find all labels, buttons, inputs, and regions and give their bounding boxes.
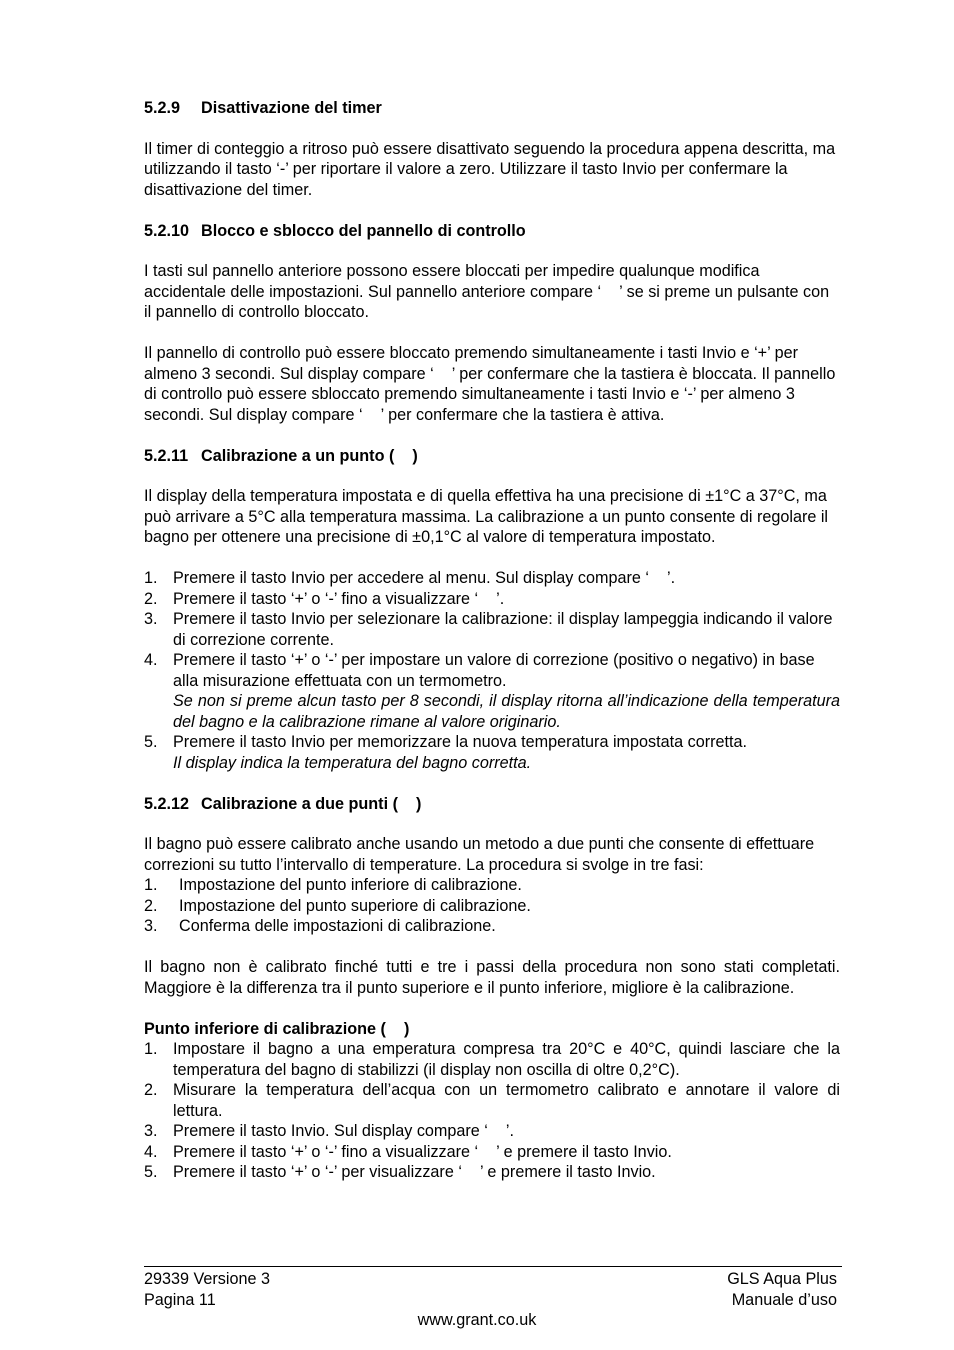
section-5-2-12-paragraph-1: Il bagno può essere calibrato anche usando un metodo a due punti che consente di effettuare correzioni su tutto l’intervallo di temperature. La procedura si svolge in tre fasi: [144,835,815,874]
section-number: 5.2.12 [144,794,190,813]
list-item-text: Conferma delle impostazioni di calibrazione. [179,917,496,935]
list-item-text-end: ’. [505,1122,514,1140]
section-title: Disattivazione del timer [201,99,382,117]
list-item [144,650,840,732]
list-item-number: 2. [144,1081,158,1099]
section-title: Calibrazione a due punti ( [201,794,398,813]
text-run: ’ se si preme un pulsante con il pannello di controllo bloccato. [144,282,830,321]
page-number: Pagina 11 [144,1290,216,1309]
section-5-2-10-heading [144,221,840,242]
list-item [144,916,840,937]
text-run: ’ per confermare che la tastiera è bloccata. Il pannello di controllo può essere sbloccato premendo simultaneamente i tasti Invio e ‘-’ per almeno 3 secondi. Sul display compare ‘ [144,364,836,424]
list-item-number: 2. [144,589,158,608]
text-run: I tasti sul pannello anteriore possono essere bloccati per impedire qualunque modifica accidentale delle impostazioni. Sul pannello anteriore compare ‘ [144,262,760,301]
list-item-number: 4. [144,1142,158,1161]
list-item-text-end: ’. [666,569,676,587]
section-5-2-12-heading [144,794,840,815]
list-item [144,1162,840,1183]
section-number: 5.2.10 [144,221,190,240]
section-5-2-9-heading [144,98,840,119]
list-item-number: 2. [144,896,158,915]
section-number: 5.2.11 [144,446,189,465]
manual-name: Manuale d’uso [731,1290,837,1309]
one-point-calibration-steps [144,568,840,773]
list-item [144,589,840,610]
list-item-text: Impostare il bagno a una emperatura compresa tra 20°C e 40°C, quindi lasciare che la temperatura del bagno di stabilizzi (il display non oscilla di oltre 0,2°C). [173,1040,840,1079]
list-item-number: 5. [144,1163,158,1181]
footer-divider [144,1266,842,1267]
document-code: 29339 Versione 3 [144,1270,271,1288]
low-point-steps [144,1039,840,1183]
list-item-number: 3. [144,1122,158,1140]
section-5-2-10-paragraph-1 [144,261,840,323]
footer-right [727,1269,837,1310]
section-5-2-11-paragraph: Il display della temperatura impostata e di quella effettiva ha una precisione di ±1°C a 37°C, ma può arrivare a 5°C alla temperatura massima. La calibrazione a un punto consente di regolare il bagno per ottenere una precisione di ±0,1°C al valore di temperatura impostato. [144,487,829,546]
list-item [144,1142,840,1163]
list-item-text: Premere il tasto Invio. Sul display compare ‘ [173,1122,488,1140]
list-item [144,875,840,896]
section-title: Calibrazione a un punto ( [201,446,395,465]
list-item-text: Premere il tasto Invio per selezionare la calibrazione: il display lampeggia indicando il valore di correzione corrente. [173,610,833,649]
section-5-2-11-heading [144,446,840,467]
list-item-number: 1. [144,569,158,587]
list-item-number: 4. [144,651,158,669]
list-item-note: Se non si preme alcun tasto per 8 secondi, il display ritorna all’indicazione della temperatura del bagno e la calibrazione rimane al valore originario. [173,692,840,731]
list-item-number: 1. [144,1040,158,1058]
list-item-number: 3. [144,610,158,628]
list-item-number: 5. [144,733,158,751]
list-item [144,1121,840,1142]
section-number: 5.2.9 [144,99,181,117]
footer-left [144,1269,270,1310]
section-5-2-12-paragraph-2: Il bagno non è calibrato finché tutti e tre i passi della procedura non sono stati completati. Maggiore è la differenza tra il punto superiore e il punto inferiore, migliore è la calibrazione. [144,958,840,997]
subheading-title-end: ) [403,1019,410,1038]
page-content [144,98,840,1183]
list-item-number: 1. [144,876,158,894]
list-item [144,1039,840,1080]
section-title-end: ) [415,794,422,813]
text-run: Il pannello di controllo può essere bloccato premendo simultaneamente i tasti Invio e ‘+’ per almeno 3 secondi. Sul display compare ‘ [144,344,799,383]
list-item [144,1080,840,1121]
list-item-text: Premere il tasto ‘+’ o ‘-’ fino a visualizzare ‘ [173,1142,479,1161]
section-5-2-10-paragraph-2 [144,343,840,425]
list-item [144,568,840,589]
list-item-text: Premere il tasto ‘+’ o ‘-’ fino a visualizzare ‘ [173,589,479,608]
low-point-subheading [144,1019,840,1040]
section-5-2-9-paragraph: Il timer di conteggio a ritroso può essere disattivato seguendo la procedura appena descritta, ma utilizzando il tasto ‘-’ per riportare il valore a zero. Utilizzare il tasto Invio per confermare la disattivazione del timer. [144,139,836,199]
website-link[interactable]: www.grant.co.uk [417,1311,537,1329]
list-item [144,732,840,773]
list-item-text-end: ’ e premere il tasto Invio. [496,1142,672,1161]
list-item-text: Impostazione del punto superiore di calibrazione. [179,896,531,915]
list-item-text: Premere il tasto ‘+’ o ‘-’ per impostare un valore di correzione (positivo o negativo) in base alla misurazione effettuata con un termometro. [173,651,815,690]
text-run: ’ per confermare che la tastiera è attiva. [380,405,665,424]
list-item [144,896,840,917]
list-item-text: Misurare la temperatura dell’acqua con un termometro calibrato e annotare il valore di lettura. [173,1081,840,1120]
list-item-text-end: ’ e premere il tasto Invio. [479,1163,656,1181]
list-item-text: Premere il tasto Invio per memorizzare la nuova temperatura impostata corretta. [173,733,748,751]
list-item-number: 3. [144,917,158,935]
section-title-end: ) [412,446,418,465]
product-name: GLS Aqua Plus [727,1270,837,1288]
list-item-text: Impostazione del punto inferiore di calibrazione. [179,876,522,894]
list-item [144,609,840,650]
section-title: Blocco e sblocco del pannello di controllo [201,221,526,240]
list-item-text: Premere il tasto ‘+’ o ‘-’ per visualizzare ‘ [173,1163,462,1181]
list-item-note: Il display indica la temperatura del bagno corretta. [173,753,532,772]
list-item-text: Premere il tasto Invio per accedere al menu. Sul display compare ‘ [173,569,649,587]
subheading-title: Punto inferiore di calibrazione ( [144,1019,386,1038]
calibration-phases-list [144,875,840,937]
list-item-text-end: ’. [496,589,505,608]
